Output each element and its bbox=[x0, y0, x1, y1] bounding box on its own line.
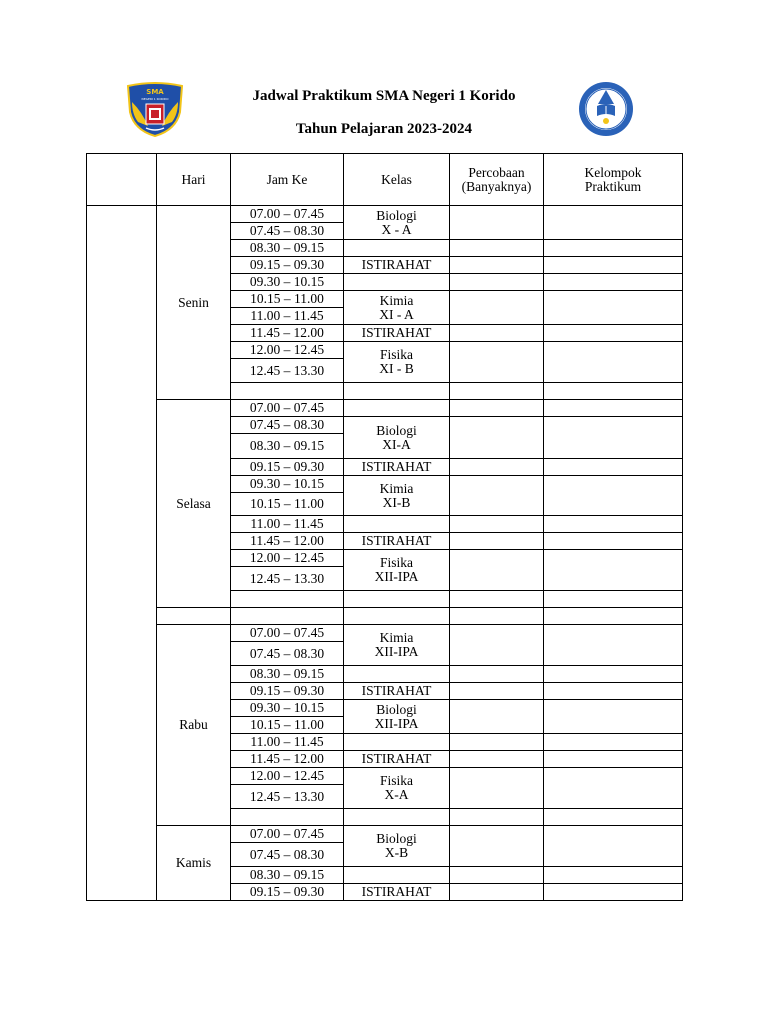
jam-cell bbox=[231, 608, 344, 625]
kelompok-cell bbox=[544, 516, 683, 533]
logo-left-text: SMA bbox=[146, 88, 164, 96]
kelas-cell: Biologi X-B bbox=[344, 826, 450, 867]
jam-cell: 10.15 – 11.00 bbox=[231, 493, 344, 516]
header-percobaan: Percobaan (Banyaknya) bbox=[450, 154, 544, 206]
percobaan-cell bbox=[450, 400, 544, 417]
kelas-cell: Biologi XII-IPA bbox=[344, 700, 450, 734]
kelas-cell: ISTIRAHAT bbox=[344, 751, 450, 768]
jam-cell: 09.15 – 09.30 bbox=[231, 884, 344, 901]
percobaan-cell bbox=[450, 625, 544, 666]
kelompok-cell bbox=[544, 257, 683, 274]
percobaan-cell bbox=[450, 257, 544, 274]
day-senin: Senin bbox=[157, 206, 231, 400]
jam-cell: 09.30 – 10.15 bbox=[231, 274, 344, 291]
percobaan-cell bbox=[450, 884, 544, 901]
percobaan-cell bbox=[450, 666, 544, 683]
percobaan-cell bbox=[450, 325, 544, 342]
jam-cell: 11.00 – 11.45 bbox=[231, 516, 344, 533]
page-title: Jadwal Praktikum SMA Negeri 1 Korido bbox=[252, 88, 516, 104]
kelas-cell bbox=[344, 809, 450, 826]
percobaan-cell bbox=[450, 206, 544, 240]
schedule-table bbox=[86, 153, 683, 901]
table-row bbox=[87, 400, 683, 417]
kelas-cell bbox=[344, 734, 450, 751]
jam-cell: 12.00 – 12.45 bbox=[231, 550, 344, 567]
kelompok-cell bbox=[544, 240, 683, 257]
percobaan-cell bbox=[450, 417, 544, 459]
percobaan-cell bbox=[450, 867, 544, 884]
jam-cell bbox=[231, 383, 344, 400]
kelompok-cell bbox=[544, 591, 683, 608]
kelas-cell: ISTIRAHAT bbox=[344, 257, 450, 274]
jam-cell: 08.30 – 09.15 bbox=[231, 434, 344, 459]
percobaan-cell bbox=[450, 291, 544, 325]
kelas-cell: Kimia XI-B bbox=[344, 476, 450, 516]
jam-cell: 07.45 – 08.30 bbox=[231, 223, 344, 240]
page-subtitle: Tahun Pelajaran 2023-2024 bbox=[295, 121, 473, 137]
percobaan-cell bbox=[450, 826, 544, 867]
header-hari: Hari bbox=[157, 154, 231, 206]
day-selasa: Selasa bbox=[157, 400, 231, 608]
percobaan-cell bbox=[450, 768, 544, 809]
percobaan-cell bbox=[450, 476, 544, 516]
jam-cell: 11.45 – 12.00 bbox=[231, 533, 344, 550]
percobaan-cell bbox=[450, 734, 544, 751]
percobaan-cell bbox=[450, 591, 544, 608]
kelas-cell: ISTIRAHAT bbox=[344, 325, 450, 342]
percobaan-cell bbox=[450, 274, 544, 291]
kelompok-cell bbox=[544, 666, 683, 683]
logo-left-subtext: NEGERI 1 KORIDO bbox=[141, 97, 169, 101]
percobaan-cell bbox=[450, 516, 544, 533]
kelompok-cell bbox=[544, 683, 683, 700]
jam-cell: 11.00 – 11.45 bbox=[231, 308, 344, 325]
jam-cell: 11.45 – 12.00 bbox=[231, 751, 344, 768]
row-label-cell bbox=[87, 206, 157, 901]
jam-cell: 08.30 – 09.15 bbox=[231, 867, 344, 884]
jam-cell: 12.45 – 13.30 bbox=[231, 359, 344, 383]
jam-cell bbox=[231, 591, 344, 608]
kelas-cell bbox=[344, 400, 450, 417]
table-row bbox=[87, 625, 683, 642]
kelompok-cell bbox=[544, 325, 683, 342]
jam-cell: 09.15 – 09.30 bbox=[231, 683, 344, 700]
percobaan-cell bbox=[450, 533, 544, 550]
kelas-cell bbox=[344, 383, 450, 400]
kelas-cell bbox=[344, 240, 450, 257]
jam-cell bbox=[231, 809, 344, 826]
day-kamis: Kamis bbox=[157, 826, 231, 901]
percobaan-cell bbox=[450, 700, 544, 734]
kelompok-cell bbox=[544, 884, 683, 901]
kelas-cell bbox=[344, 867, 450, 884]
jam-cell: 07.00 – 07.45 bbox=[231, 400, 344, 417]
table-row bbox=[87, 206, 683, 223]
kelas-cell: ISTIRAHAT bbox=[344, 459, 450, 476]
kelas-cell bbox=[344, 516, 450, 533]
kelas-cell: Fisika XII-IPA bbox=[344, 550, 450, 591]
kelompok-cell bbox=[544, 826, 683, 867]
percobaan-cell bbox=[450, 240, 544, 257]
kelompok-cell bbox=[544, 476, 683, 516]
table-row bbox=[87, 826, 683, 843]
kelompok-cell bbox=[544, 206, 683, 240]
kelas-cell: Fisika XI - B bbox=[344, 342, 450, 383]
kelompok-cell bbox=[544, 867, 683, 884]
kelompok-cell bbox=[544, 751, 683, 768]
percobaan-cell bbox=[450, 342, 544, 383]
kelompok-cell bbox=[544, 625, 683, 666]
percobaan-cell bbox=[450, 751, 544, 768]
kelas-cell: Biologi XI-A bbox=[344, 417, 450, 459]
percobaan-cell bbox=[450, 683, 544, 700]
jam-cell: 08.30 – 09.15 bbox=[231, 666, 344, 683]
jam-cell: 10.15 – 11.00 bbox=[231, 717, 344, 734]
kelompok-cell bbox=[544, 459, 683, 476]
header-blank bbox=[87, 154, 157, 206]
percobaan-cell bbox=[450, 550, 544, 591]
jam-cell: 07.00 – 07.45 bbox=[231, 206, 344, 223]
jam-cell: 07.45 – 08.30 bbox=[231, 642, 344, 666]
kelas-cell: Fisika X-A bbox=[344, 768, 450, 809]
kelompok-cell bbox=[544, 550, 683, 591]
jam-cell: 11.00 – 11.45 bbox=[231, 734, 344, 751]
kelompok-cell bbox=[544, 734, 683, 751]
day-rabu: Rabu bbox=[157, 625, 231, 826]
kelas-cell bbox=[344, 591, 450, 608]
kelas-cell: ISTIRAHAT bbox=[344, 884, 450, 901]
jam-cell: 09.15 – 09.30 bbox=[231, 257, 344, 274]
kelompok-cell bbox=[544, 768, 683, 809]
jam-cell: 11.45 – 12.00 bbox=[231, 325, 344, 342]
header-kelompok: Kelompok Praktikum bbox=[544, 154, 683, 206]
jam-cell: 07.00 – 07.45 bbox=[231, 826, 344, 843]
kelas-cell: Kimia XII-IPA bbox=[344, 625, 450, 666]
percobaan-cell bbox=[450, 809, 544, 826]
kelompok-cell bbox=[544, 809, 683, 826]
jam-cell: 07.00 – 07.45 bbox=[231, 625, 344, 642]
kelompok-cell bbox=[544, 533, 683, 550]
kelompok-cell bbox=[544, 274, 683, 291]
jam-cell: 07.45 – 08.30 bbox=[231, 843, 344, 867]
jam-cell: 09.30 – 10.15 bbox=[231, 476, 344, 493]
jam-cell: 12.45 – 13.30 bbox=[231, 785, 344, 809]
kelompok-cell bbox=[544, 342, 683, 383]
jam-cell: 09.15 – 09.30 bbox=[231, 459, 344, 476]
jam-cell: 12.45 – 13.30 bbox=[231, 567, 344, 591]
percobaan-cell bbox=[450, 459, 544, 476]
jam-cell: 08.30 – 09.15 bbox=[231, 240, 344, 257]
kelompok-cell bbox=[544, 400, 683, 417]
jam-cell: 12.00 – 12.45 bbox=[231, 342, 344, 359]
kelompok-cell bbox=[544, 700, 683, 734]
table-row bbox=[87, 608, 683, 625]
kelas-cell: Biologi X - A bbox=[344, 206, 450, 240]
kelas-cell bbox=[344, 666, 450, 683]
jam-cell: 12.00 – 12.45 bbox=[231, 768, 344, 785]
header-kelas: Kelas bbox=[344, 154, 450, 206]
kelas-cell bbox=[344, 608, 450, 625]
kelompok-cell bbox=[544, 291, 683, 325]
jam-cell: 09.30 – 10.15 bbox=[231, 700, 344, 717]
percobaan-cell bbox=[450, 383, 544, 400]
kelompok-cell bbox=[544, 383, 683, 400]
hari-cell bbox=[157, 608, 231, 625]
table-header-row bbox=[87, 154, 683, 206]
kelas-cell: Kimia XI - A bbox=[344, 291, 450, 325]
jam-cell: 07.45 – 08.30 bbox=[231, 417, 344, 434]
kelas-cell: ISTIRAHAT bbox=[344, 533, 450, 550]
kelompok-cell bbox=[544, 608, 683, 625]
percobaan-cell bbox=[450, 608, 544, 625]
kelas-cell: ISTIRAHAT bbox=[344, 683, 450, 700]
header-jam-ke: Jam Ke bbox=[231, 154, 344, 206]
kelompok-cell bbox=[544, 417, 683, 459]
kelas-cell bbox=[344, 274, 450, 291]
jam-cell: 10.15 – 11.00 bbox=[231, 291, 344, 308]
